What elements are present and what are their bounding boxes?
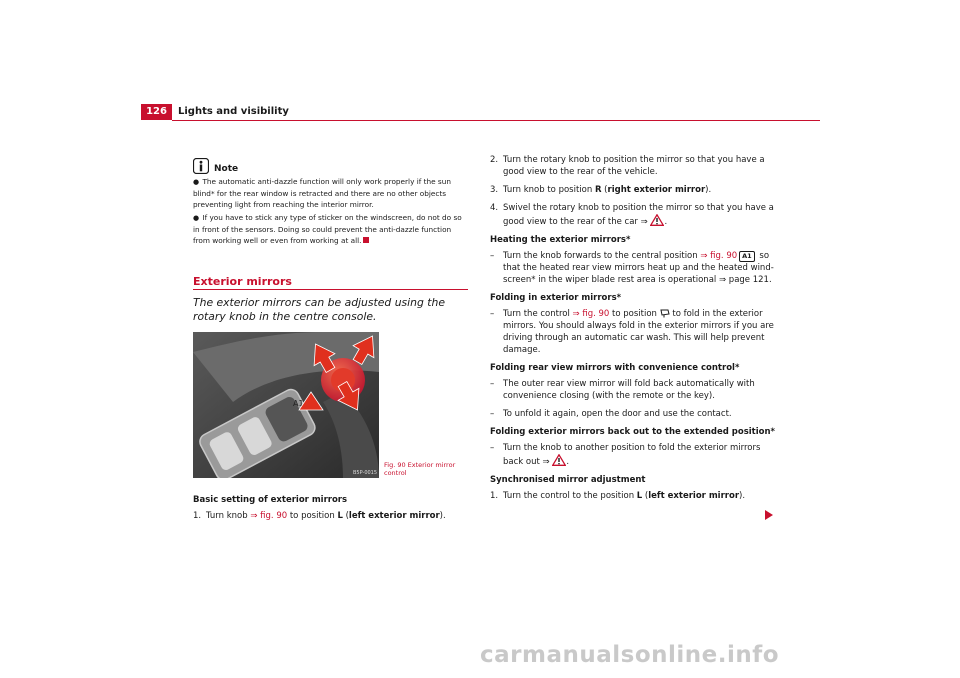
warning-icon[interactable] bbox=[650, 214, 664, 226]
warning-icon[interactable] bbox=[552, 454, 566, 466]
note-icon bbox=[193, 158, 209, 174]
step-item: 2. Turn the rotary knob to position the mirror so that you have a good view to the rear of the vehicle. bbox=[490, 155, 765, 177]
step-item: 4. Swivel the rotary knob to position the mirror so that you have a good view to the rear of the car ⇒ . bbox=[490, 203, 774, 227]
end-of-section-icon bbox=[363, 237, 369, 243]
bullet-icon: ● bbox=[193, 178, 200, 186]
knob-label: A1 bbox=[293, 399, 304, 408]
convenience-heading: Folding rear view mirrors with convenience control* bbox=[490, 363, 740, 373]
mirror-control-figure bbox=[193, 332, 379, 478]
dash-item: – The outer rear view mirror will fold back automatically with convenience closing (with the remote or the key). bbox=[490, 379, 755, 401]
note-item: ● The automatic anti-dazzle function will only work properly if the sun blind* for the rear window is retracted and there are no other objects preventing light from reaching the interior mirror. bbox=[193, 177, 451, 209]
mirror-control-illustration bbox=[193, 332, 379, 478]
dash-item: – Turn the control ⇒ fig. 90 to position to fold in the exterior mirrors. You should always fold in the exterior mirrors if you are driving through an automatic car wash. This will help prevent damage. bbox=[490, 309, 774, 355]
header-rule bbox=[172, 120, 820, 121]
dash-item: – Turn the knob forwards to the central position ⇒ fig. 90 A1 so that the heated rear view mirrors heat up and the heated wind-screen* in the wiper blade rest area is operational ⇒ page 121. bbox=[490, 251, 774, 285]
folded-mirror-icon bbox=[660, 308, 670, 318]
note-list bbox=[193, 176, 468, 248]
page-header-title: Lights and visibility bbox=[178, 106, 289, 117]
sync-heading: Synchronised mirror adjustment bbox=[490, 475, 646, 485]
folding-heading: Folding in exterior mirrors* bbox=[490, 293, 622, 303]
bullet-icon: ● bbox=[193, 214, 200, 222]
figure-link[interactable]: ⇒ fig. 90 bbox=[700, 251, 738, 261]
note-item: ● If you have to stick any type of sticker on the windscreen, do not do so in front of the sensors. Doing so could prevent the anti-dazzle function from working well or even from working at all. bbox=[193, 213, 462, 245]
section-intro: The exterior mirrors can be adjusted using the rotary knob in the centre console. bbox=[193, 296, 446, 323]
basic-setting-block bbox=[193, 494, 473, 522]
dash-item: – To unfold it again, open the door and use the contact. bbox=[490, 409, 732, 419]
figure-link[interactable]: ⇒ fig. 90 bbox=[572, 309, 610, 319]
figure-caption: Fig. 90 Exterior mirror control bbox=[384, 461, 456, 477]
section-rule bbox=[193, 289, 468, 290]
heating-heading: Heating the exterior mirrors* bbox=[490, 235, 631, 245]
basic-setting-heading: Basic setting of exterior mirrors bbox=[193, 495, 348, 505]
figure-code: B5P-0015 bbox=[353, 470, 378, 476]
step-item: 1. Turn the control to the position L (left exterior mirror). bbox=[490, 491, 746, 501]
step-item: 1. Turn knob ⇒ fig. 90 to position L (left exterior mirror). bbox=[193, 511, 446, 521]
position-badge: A1 bbox=[739, 251, 755, 262]
next-page-arrow-icon[interactable] bbox=[765, 510, 773, 520]
step-item: 3. Turn knob to position R (right exterior mirror). bbox=[490, 185, 712, 195]
extended-heading: Folding exterior mirrors back out to the extended position* bbox=[490, 427, 775, 437]
section-title: Exterior mirrors bbox=[193, 275, 292, 288]
page-number: 126 bbox=[141, 104, 172, 120]
note-title: Note bbox=[214, 164, 239, 174]
watermark: carmanualsonline.info bbox=[480, 642, 780, 668]
figure-link[interactable]: ⇒ fig. 90 bbox=[250, 511, 288, 521]
right-column bbox=[490, 154, 775, 508]
dash-item: – Turn the knob to another position to fold the exterior mirrors back out ⇒ . bbox=[490, 443, 761, 467]
